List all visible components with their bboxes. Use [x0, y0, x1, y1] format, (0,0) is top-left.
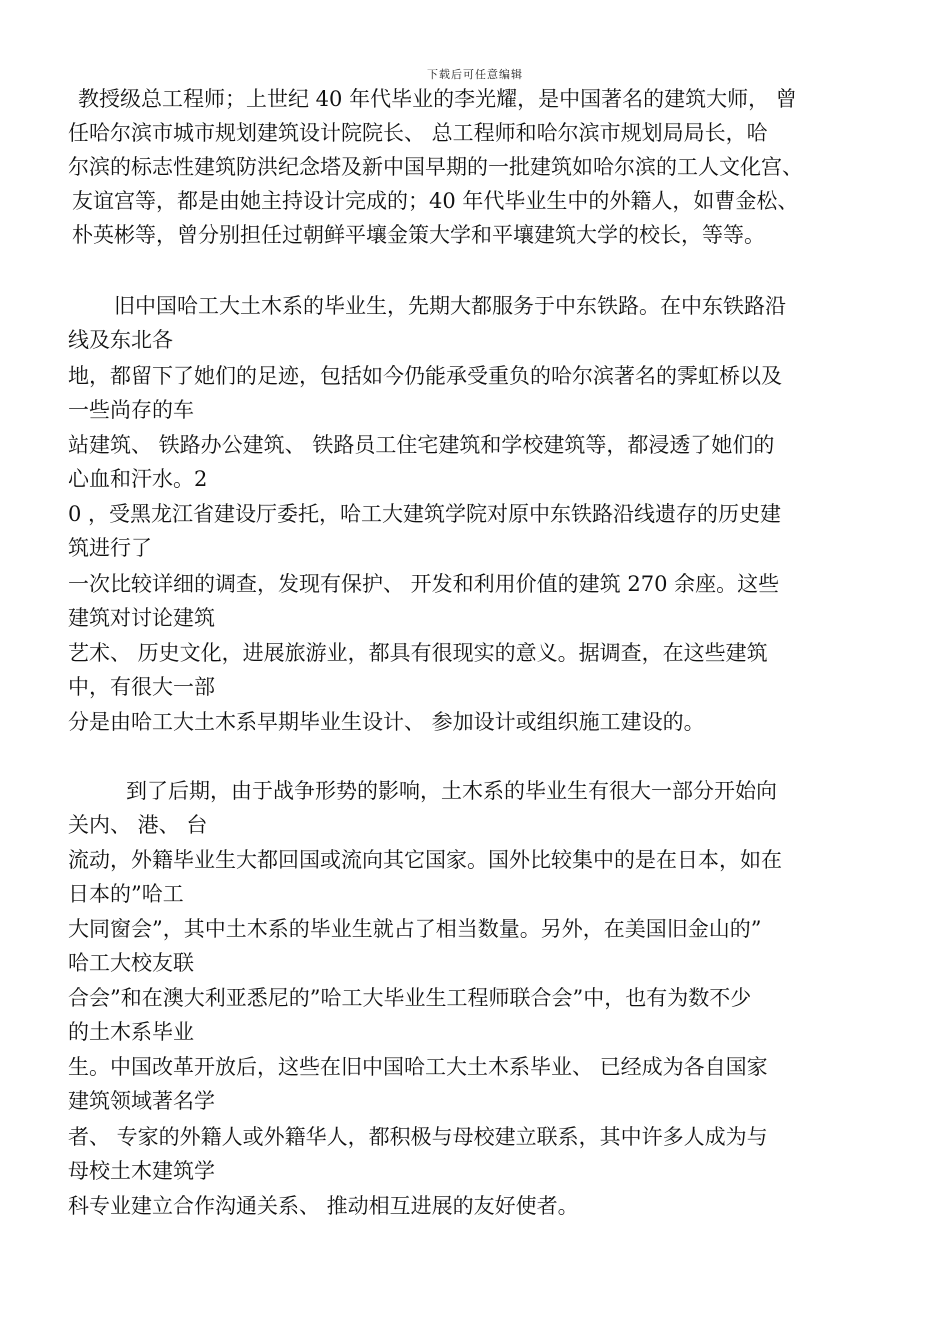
text-line: 生。中国改革开放后，这些在旧中国哈工大土木系毕业、 已经成为各自国家 — [68, 1055, 768, 1079]
text-line: 到了后期，由于战争形势的影响，土木系的毕业生有很大一部分开始向 — [126, 779, 777, 803]
text-line: 流动，外籍毕业生大都回国或流向其它国家。国外比较集中的是在日本，如在 — [68, 848, 782, 872]
page-header-note: 下载后可任意编辑 — [427, 68, 523, 81]
text-line: 线及东北各 — [68, 328, 173, 352]
text-line: 母校土木建筑学 — [68, 1159, 215, 1183]
text-line: 0 ，受黑龙江省建设厅委托，哈工大建筑学院对原中东铁路沿线遗存的历史建 — [68, 502, 782, 526]
text-line: 者、 专家的外籍人或外籍华人，都积极与母校建立联系，其中许多人成为与 — [68, 1125, 768, 1149]
text-line: 一些尚存的车 — [68, 398, 194, 422]
text-line: 旧中国哈工大土木系的毕业生，先期大都服务于中东铁路。在中东铁路沿 — [114, 294, 786, 318]
text-line: 友谊宫等，都是由她主持设计完成的；40 年代毕业生中的外籍人，如曹金松、 — [72, 189, 799, 213]
text-line: 任哈尔滨市城市规划建筑设计院院长、 总工程师和哈尔滨市规划局局长，哈 — [68, 121, 768, 145]
text-line: 关内、 港、 台 — [68, 813, 208, 837]
text-line: 一次比较详细的调查，发现有保护、 开发和利用价值的建筑 270 余座。这些 — [68, 572, 780, 596]
text-line: 教授级总工程师；上世纪 40 年代毕业的李光耀，是中国著名的建筑大师， 曾 — [78, 87, 797, 111]
text-line: 中，有很大一部 — [68, 675, 215, 699]
text-line: 心血和汗水。2 — [68, 467, 208, 491]
text-line: 分是由哈工大土木系早期毕业生设计、 参加设计或组织施工建设的。 — [68, 710, 705, 734]
text-line: 合会”和在澳大利亚悉尼的”哈工大毕业生工程师联合会”中，也有为数不少 — [68, 986, 752, 1010]
text-line: 艺术、 历史文化，进展旅游业，都具有很现实的意义。据调查，在这些建筑 — [68, 641, 768, 665]
text-line: 哈工大校友联 — [68, 951, 194, 975]
text-line: 科专业建立合作沟通关系、 推动相互进展的友好使者。 — [68, 1194, 579, 1218]
text-line: 大同窗会”，其中土木系的毕业生就占了相当数量。另外，在美国旧金山的” — [68, 917, 762, 941]
text-line: 地，都留下了她们的足迹，包括如今仍能承受重负的哈尔滨著名的霁虹桥以及 — [68, 364, 782, 388]
text-line: 尔滨的标志性建筑防洪纪念塔及新中国早期的一批建筑如哈尔滨的工人文化宫、 — [68, 155, 803, 179]
text-line: 日本的”哈工 — [68, 882, 184, 906]
text-line: 建筑领域著名学 — [68, 1089, 215, 1113]
text-line: 建筑对讨论建筑 — [68, 606, 215, 630]
text-line: 的土木系毕业 — [68, 1020, 194, 1044]
text-line: 筑进行了 — [68, 536, 152, 560]
text-line: 朴英彬等，曾分别担任过朝鲜平壤金策大学和平壤建筑大学的校长，等等。 — [72, 223, 765, 247]
text-line: 站建筑、 铁路办公建筑、 铁路员工住宅建筑和学校建筑等，都浸透了她们的 — [68, 433, 775, 457]
